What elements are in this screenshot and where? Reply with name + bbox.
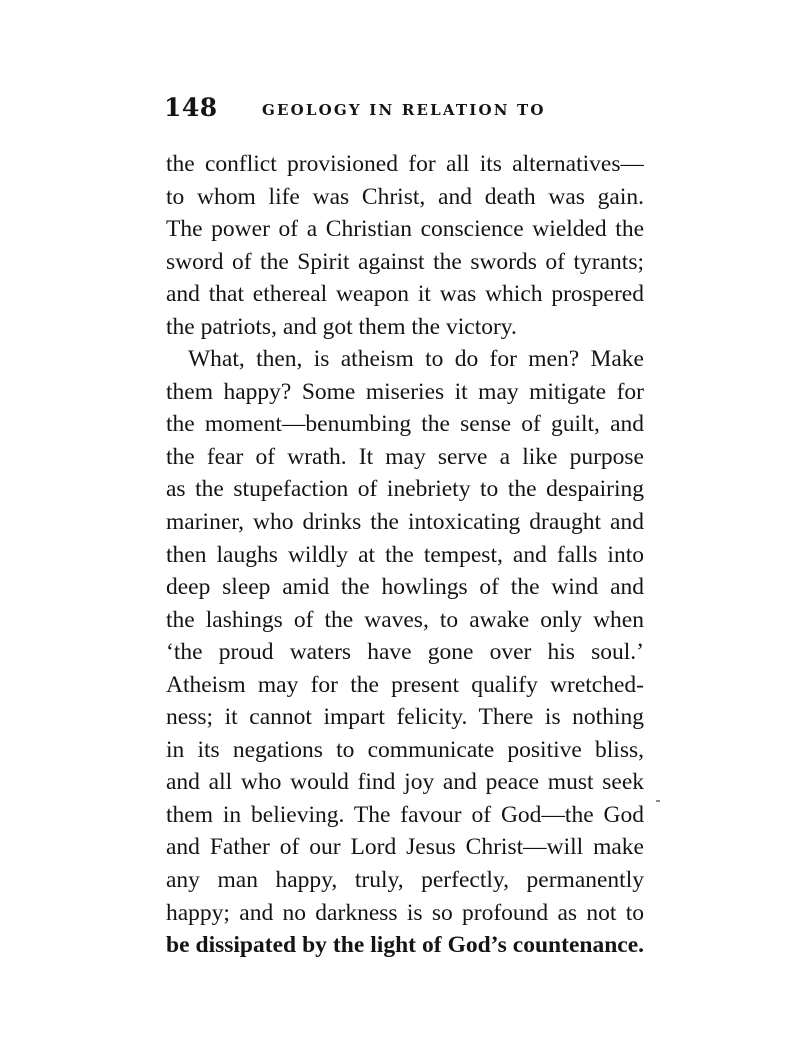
- text-line: be dissipated by the light of God’s countenance.: [166, 932, 644, 959]
- text-line: to whom life was Christ, and death was gain.: [166, 183, 644, 210]
- text-line: The power of a Christian conscience wielded the: [166, 216, 644, 243]
- text-line: the patriots, and got them the victory.: [166, 313, 517, 340]
- text-line: the moment—benumbing the sense of guilt, and: [166, 411, 644, 438]
- text-line: and that ethereal weapon it was which prospered: [166, 281, 644, 308]
- running-title: GEOLOGY IN RELATION TO: [262, 101, 546, 119]
- text-line: them in believing. The favour of God—the God: [166, 801, 644, 828]
- text-line: What, then, is atheism to do for men? Make: [188, 346, 644, 373]
- text-line: ness; it cannot impart felicity. There is nothing: [166, 704, 644, 731]
- text-line: deep sleep amid the howlings of the wind and: [166, 574, 644, 601]
- text-line: sword of the Spirit against the swords of tyrants;: [166, 248, 644, 275]
- text-line: the fear of wrath. It may serve a like purpose: [166, 443, 644, 470]
- text-line: the conflict provisioned for all its alternatives—: [166, 151, 644, 177]
- text-line: mariner, who drinks the intoxicating draught and: [166, 509, 644, 536]
- paragraph-2: [166, 343, 644, 961]
- body-text: [166, 148, 644, 962]
- text-line: in its negations to communicate positive bliss,: [166, 736, 644, 763]
- text-line: then laughs wildly at the tempest, and falls into: [166, 541, 644, 568]
- text-line: and Father of our Lord Jesus Christ—will make: [166, 834, 644, 861]
- page-number: 148: [164, 93, 218, 122]
- text-line: happy; and no darkness is so profound as not to: [166, 899, 644, 926]
- paragraph-1: [166, 148, 644, 343]
- text-line: and all who would find joy and peace must seek: [166, 769, 644, 796]
- text-line: Atheism may for the present qualify wretched-: [166, 671, 644, 698]
- text-line: ‘the proud waters have gone over his soul.’: [166, 639, 644, 666]
- text-line: the lashings of the waves, to awake only when: [166, 606, 644, 633]
- text-line: them happy? Some miseries it may mitigate for: [166, 378, 644, 405]
- text-line: any man happy, truly, perfectly, permanently: [166, 867, 644, 894]
- text-line: as the stupefaction of inebriety to the despairing: [166, 476, 644, 503]
- margin-speck: [656, 800, 660, 802]
- running-head: [164, 92, 654, 132]
